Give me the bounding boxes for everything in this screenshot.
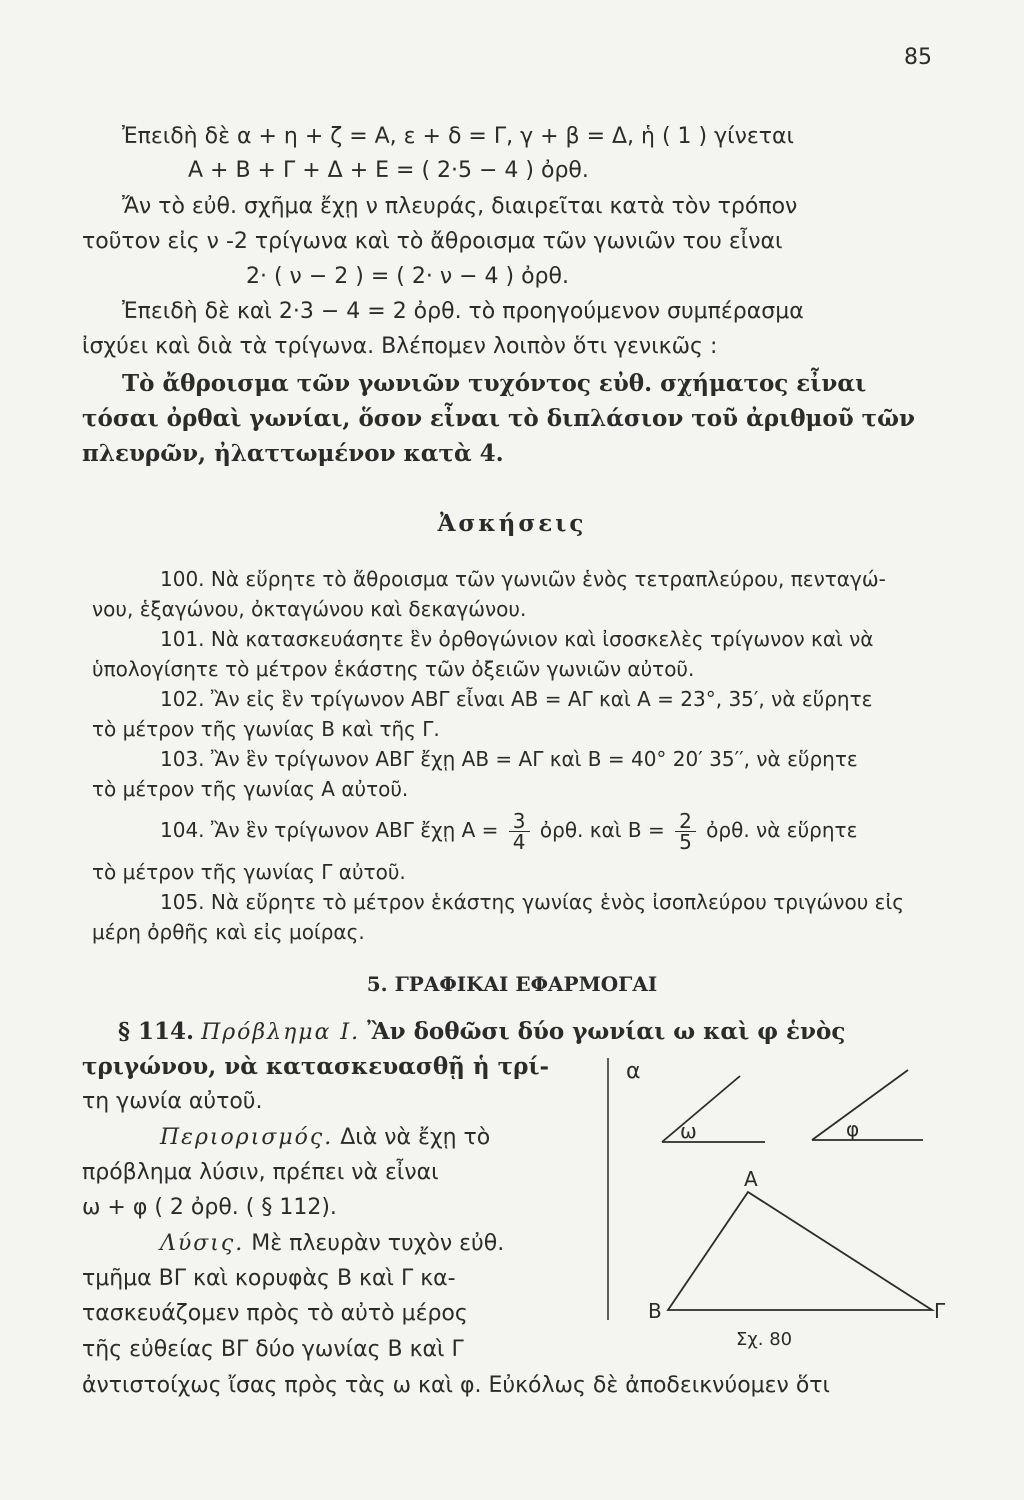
text-span: Διὰ νὰ ἔχῃ τὸ [340, 1125, 491, 1150]
problem-title: Πρόβλημα I. [201, 1020, 361, 1045]
term-label: Λύσις. [160, 1231, 245, 1256]
exercise-line: 101. Νὰ κατασκευάσητε ἓν ὀρθογώνιον καὶ ἰσοσκελὲς τρίγωνον καὶ νὰ [160, 627, 874, 651]
label-omega: ω [680, 1119, 697, 1143]
label-vertex-A: Α [744, 1167, 758, 1191]
text-line [160, 1230, 504, 1258]
fraction-denominator: 5 [679, 830, 692, 854]
page-number: 85 [904, 45, 932, 70]
exercise-line: 103. Ἂν ἓν τρίγωνον ΑΒΓ ἔχῃ ΑΒ = ΑΓ καὶ Β = 40° 20′ 35′′, νὰ εὕρητε [160, 747, 858, 771]
angle-phi-side [812, 1070, 908, 1140]
angle-omega-side [662, 1076, 740, 1142]
exercise-line: μέρη ὀρθῆς καὶ εἰς μοίρας. [92, 920, 365, 944]
problem-number: § 114. [118, 1018, 195, 1045]
exercise-line: τὸ μέτρον τῆς γωνίας Α αὐτοῦ. [92, 777, 409, 801]
text-line: ἰσχύει καὶ διὰ τὰ τρίγωνα. Βλέπομεν λοιπὸν ὅτι γενικῶς : [82, 334, 718, 359]
fraction-numerator: 2 [675, 811, 696, 832]
text-line: πρόβλημα λύσιν, πρέπει νὰ εἶναι [82, 1160, 439, 1185]
equation-line: Α + Β + Γ + Δ + Ε = ( 2·5 − 4 ) ὀρθ. [188, 158, 589, 183]
text-line: Ἐπειδὴ δὲ α + η + ζ = Α, ε + δ = Γ, γ + β = Δ, ἡ ( 1 ) γίνεται [122, 124, 794, 149]
label-vertex-G: Γ [934, 1299, 946, 1323]
triangle-abg [668, 1192, 932, 1310]
exercise-text: ὀρθ. νὰ εὕρητε [706, 818, 858, 842]
exercise-line: τὸ μέτρον τῆς γωνίας Β καὶ τῆς Γ. [92, 717, 440, 741]
text-line: τοῦτον εἰς ν -2 τρίγωνα καὶ τὸ ἄθροισμα τῶν γωνιῶν του εἶναι [82, 229, 783, 254]
text-line: τῆς εὐθείας ΒΓ δύο γωνίας Β καὶ Γ [82, 1337, 464, 1362]
equation-line: 2· ( ν − 2 ) = ( 2· ν − 4 ) ὀρθ. [246, 264, 569, 289]
fraction [675, 811, 696, 852]
exercise-line: ὑπολογίσητε τὸ μέτρον ἑκάστης τῶν ὀξειῶν γωνιῶν αὐτοῦ. [92, 657, 695, 681]
problem-text: Ἂν δοθῶσι δύο γωνίαι ω καὶ φ ἑνὸς [367, 1018, 846, 1045]
problem-line: τριγώνου, νὰ κατασκευασθῇ ἡ τρί- [82, 1053, 550, 1080]
theorem-line: πλευρῶν, ἠλαττωμένον κατὰ 4. [82, 440, 504, 467]
geometry-figure [590, 1040, 990, 1360]
text-line: τμῆμα ΒΓ καὶ κορυφὰς Β καὶ Γ κα- [82, 1266, 456, 1291]
text-span: Μὲ πλευρὰν τυχὸν εὐθ. [251, 1231, 505, 1256]
theorem-line: Τὸ ἄθροισμα τῶν γωνιῶν τυχόντος εὐθ. σχήματος εἶναι [122, 370, 867, 397]
problem-line: τη γωνία αὐτοῦ. [82, 1089, 263, 1114]
fraction-denominator: 4 [512, 830, 526, 854]
section-heading: 5. ΓΡΑΦΙΚΑΙ ΕΦΑΡΜΟΓΑΙ [366, 972, 658, 996]
text-line: ἀντιστοίχως ἴσας πρὸς τὰς ω καὶ φ. Εὐκόλως δὲ ἀποδεικνύομεν ὅτι [82, 1373, 830, 1398]
text-line: ω + φ ( 2 ὀρθ. ( § 112). [82, 1195, 337, 1220]
text-line: Ἄν τὸ εὐθ. σχῆμα ἔχῃ ν πλευράς, διαιρεῖται κατὰ τὸν τρόπον [122, 194, 798, 219]
label-alpha: α [626, 1059, 641, 1084]
exercise-line-fractions [160, 808, 857, 852]
exercise-line: νου, ἑξαγώνου, ὀκταγώνου καὶ δεκαγώνου. [92, 597, 527, 621]
fraction-numerator: 3 [509, 811, 530, 832]
exercise-line: 105. Νὰ εὕρητε τὸ μέτρον ἑκάστης γωνίας ἑνὸς ἰσοπλεύρου τριγώνου εἰς [160, 890, 904, 914]
figure-caption: Σχ. 80 [736, 1329, 793, 1350]
text-line [160, 1124, 490, 1152]
theorem-line: τόσαι ὀρθαὶ γωνίαι, ὅσον εἶναι τὸ διπλάσιον τοῦ ἀριθμοῦ τῶν [82, 405, 916, 432]
exercise-line: τὸ μέτρον τῆς γωνίας Γ αὐτοῦ. [92, 860, 406, 884]
exercise-text: 104. Ἂν ἓν τρίγωνον ΑΒΓ ἔχῃ Α = [160, 818, 499, 842]
exercises-heading: Ἀσκήσεις [437, 510, 587, 537]
exercise-text: ὀρθ. καὶ Β = [539, 818, 665, 842]
fraction [509, 811, 530, 852]
exercise-line: 102. Ἂν εἰς ἓν τρίγωνον ΑΒΓ εἶναι ΑΒ = ΑΓ καὶ Α = 23°, 35′, νὰ εὕρητε [160, 687, 873, 711]
label-phi: φ [846, 1117, 860, 1141]
term-label: Περιορισμός. [160, 1125, 334, 1150]
text-line: τασκευάζομεν πρὸς τὸ αὐτὸ μέρος [82, 1301, 468, 1326]
exercise-line: 100. Νὰ εὕρητε τὸ ἄθροισμα τῶν γωνιῶν ἑνὸς τετραπλεύρου, πενταγώ- [160, 567, 886, 591]
text-line: Ἐπειδὴ δὲ καὶ 2·3 − 4 = 2 ὀρθ. τὸ προηγούμενον συμπέρασμα [122, 299, 804, 324]
label-vertex-B: Β [648, 1299, 662, 1323]
